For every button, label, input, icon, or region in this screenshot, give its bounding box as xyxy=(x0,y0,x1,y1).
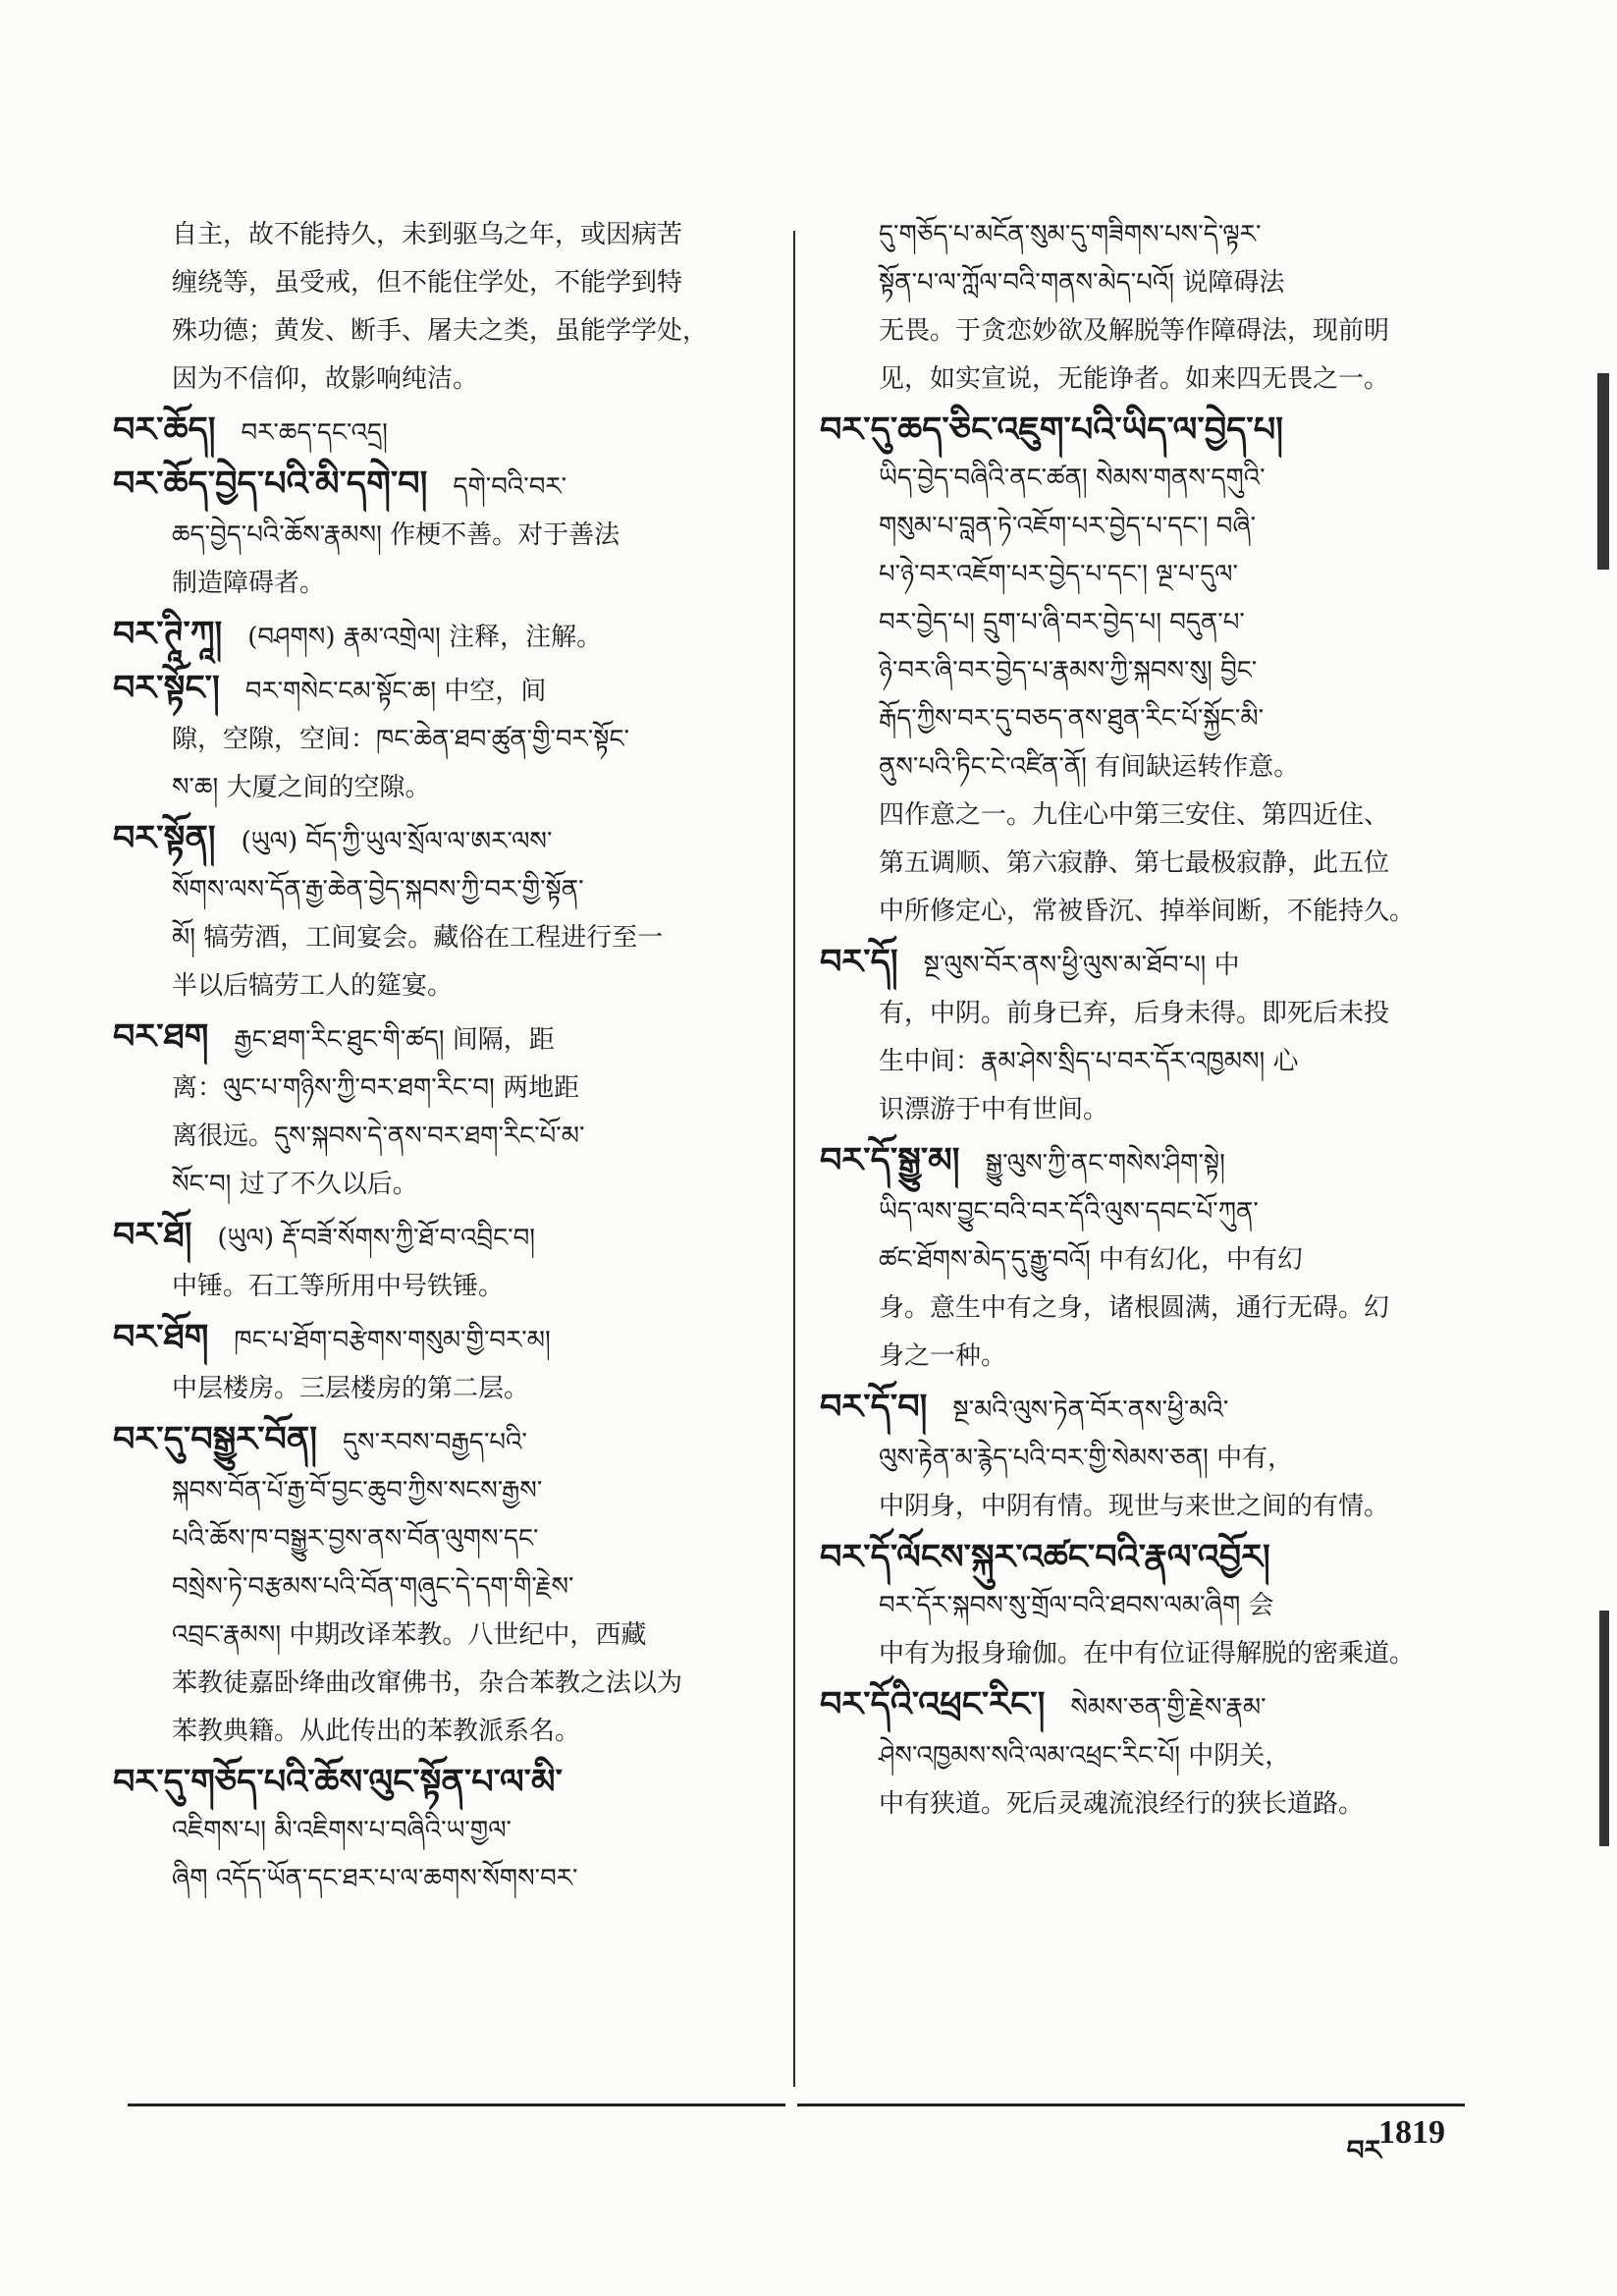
entry-text-line: སོགས་ལས་དོན་རྒྱ་ཆེན་བྱེད་སྐབས་ཀྱི་བར་གྱི་སྟོན་ xyxy=(172,875,584,904)
entry-text-line: བར་དོར་སྐབས་སུ་གྲོལ་བའི་ཐབས་ལམ་ཞིག 会 xyxy=(879,1591,1274,1620)
entry-headword: བར་དོ་སྒྱུ་མ། xyxy=(820,1140,960,1180)
entry-headword: བར་ཆོད། xyxy=(113,410,216,450)
entry-headword-line xyxy=(820,1383,1468,1435)
entry-text-line: 中有为报身瑜伽。在中有位证得解脱的密乘道。 xyxy=(879,1639,1416,1668)
entry-headword-line xyxy=(820,406,1468,455)
entry-headword-line xyxy=(113,406,771,458)
entry-text-line: 缠绕等，虽受戒，但不能住学处，不能学到特 xyxy=(172,268,683,298)
entry-text-line: བསྲེས་ཏེ་བརྩམས་པའི་བོན་གཞུང་དེ་དག་གི་རྗེས་ xyxy=(172,1572,574,1602)
entry-headword: བར་དོའི་འཕྲང་རིང་། xyxy=(820,1684,1046,1724)
entry-gloss: (བཤགས) རྣམ་འགྲེལ། 注释，注解。 xyxy=(247,623,603,652)
entry-text-line: 中层楼房。三层楼房的第二层。 xyxy=(172,1374,530,1403)
entry-text-line: སོང་བ། 过了不久以后。 xyxy=(172,1170,418,1199)
footer-rule-left xyxy=(128,2104,785,2106)
scan-edge-mark xyxy=(1599,1611,1609,1846)
scan-edge-mark xyxy=(1597,373,1609,570)
entry-text-line: རྒོད་ཀྱིས་བར་དུ་བཅད་ནས་ཐུན་རིང་པོ་སྐྱོང་མི་ xyxy=(879,704,1265,734)
entry-text-line: 识漂游于中有世间。 xyxy=(879,1095,1109,1124)
entry-gloss: སྒྱུ་ལུས་ཀྱི་ནང་གསེས་ཤིག་སྟེ། xyxy=(985,1149,1225,1178)
entry-headword: བར་དུ་ཆད་ཅིང་འཇུག་པའི་ཡིད་ལ་བྱེད་པ། xyxy=(820,410,1283,450)
entry-text-line: 因为不信仰，故影响纯洁。 xyxy=(172,364,479,394)
entry-gloss: (ཡུལ) རྡོ་བཟོ་སོགས་ཀྱི་ཐོ་བ་འབྲིང་བ། xyxy=(217,1224,536,1253)
entry-text-line: ནུས་པའི་ཏིང་ངེ་འཛིན་ནོ། 有间缺运转作意。 xyxy=(879,752,1300,782)
entry-text-line: བར་བྱེད་པ། དྲུག་པ་ཞི་བར་བྱེད་པ། བདུན་པ་ xyxy=(879,608,1245,637)
entry-headword: བར་སྟོང་། xyxy=(113,668,220,708)
entry-headword-line xyxy=(820,1533,1468,1582)
entry-text-line: 半以后犒劳工人的筵宴。 xyxy=(172,971,454,1001)
entry-headword: བར་ཐག xyxy=(113,1016,209,1057)
entry-text-line: འབྲང་རྣམས། 中期改译苯教。八世纪中，西藏 xyxy=(172,1620,647,1650)
entry-text-line: 中所修定心，常被昏沉、掉举间断，不能持久。 xyxy=(879,897,1416,926)
entry-headword: བར་སྟོན། xyxy=(113,818,216,858)
entry-gloss: (ཡུལ) བོད་ཀྱི་ཡུལ་སྲོལ་ལ་ཨར་ལས་ xyxy=(241,827,553,856)
column-divider xyxy=(793,231,795,2087)
entry-headword: བར་ཆོད་བྱེད་པའི་མི་དགེ་བ། xyxy=(113,464,428,504)
entry-text-line: 第五调顺、第六寂静、第七最极寂静，此五位 xyxy=(879,848,1390,878)
entry-gloss: བར་གསེང་ངམ་སྟོང་ཆ། 中空，间 xyxy=(244,677,547,706)
page-number: 1819 xyxy=(1378,2114,1445,2151)
entry-gloss: རྒྱང་ཐག་རིང་ཐུང་གི་ཚད། 间隔，距 xyxy=(234,1025,555,1055)
entry-headword: བར་དུ་གཅོད་པའི་ཆོས་ལུང་སྟོན་པ་ལ་མི་ xyxy=(113,1762,563,1802)
entry-headword-line xyxy=(820,1136,1468,1188)
entry-text-line: ལུས་རྟེན་མ་རྙེད་པའི་བར་གྱི་སེམས་ཅན། 中有， xyxy=(879,1444,1294,1473)
entry-text-line: 制造障碍者。 xyxy=(172,569,326,598)
entry-text-line: 无畏。于贪恋妙欲及解脱等作障碍法，现前明 xyxy=(879,316,1390,346)
entry-text-line: 苯教徒嘉卧绛曲改窜佛书，杂合苯教之法以为 xyxy=(172,1668,683,1698)
entry-text-line: 中阴身，中阴有情。现世与来世之间的有情。 xyxy=(879,1492,1390,1521)
entry-gloss: ཁང་པ་ཐོག་བརྩེགས་གསུམ་གྱི་བར་མ། xyxy=(234,1326,551,1355)
entry-text-line: 身之一种。 xyxy=(879,1341,1007,1371)
entry-text-line: 殊功德；黄发、断手、屠夫之类，虽能学学处， xyxy=(172,316,709,346)
entry-text-line: མོ། 犒劳酒，工间宴会。藏俗在工程进行至一 xyxy=(172,923,664,953)
entry-text-line: 中有狭道。死后灵魂流浪经行的狭长道路。 xyxy=(879,1789,1365,1819)
entry-text-line: ཚང་ཐོགས་མེད་དུ་རྒྱུ་བའོ། 中有幻化，中有幻 xyxy=(879,1245,1304,1275)
entry-headword-line xyxy=(113,610,771,662)
entry-text-line: 中锤。石工等所用中号铁锤。 xyxy=(172,1272,505,1301)
entry-text-line: སྟོན་པ་ལ་ཀློལ་བའི་གནས་མེད་པའོ། 说障碍法 xyxy=(879,268,1285,298)
entry-headword-line xyxy=(113,814,771,866)
entry-gloss: སེམས་ཅན་གྱི་རྗེས་རྣམ་ xyxy=(1070,1693,1267,1722)
right-column xyxy=(820,211,1468,1829)
entry-headword: བར་ཐོ། xyxy=(113,1215,192,1255)
entry-text-line: ཤེས་འཁྱམས་སའི་ལམ་འཕྲང་རིང་པོ། 中阴关， xyxy=(879,1741,1291,1771)
entry-headword-line xyxy=(113,460,771,512)
entry-headword-line xyxy=(113,1415,771,1467)
entry-text-line: 自主，故不能持久，未到驱乌之年，或因病苦 xyxy=(172,220,683,249)
entry-text-line: 苯教典籍。从此传出的苯教派系名。 xyxy=(172,1717,581,1746)
entry-headword-line xyxy=(113,1211,771,1263)
entry-text-line: གསུམ་པ་བླན་ཏེ་འཇོག་པར་བྱེད་པ་དང་། བཞི་ xyxy=(879,512,1257,541)
entry-gloss: སྔ་ལུས་བོར་ནས་ཕྱི་ལུས་མ་ཐོབ་པ། 中 xyxy=(923,951,1240,980)
entry-headword-line xyxy=(113,664,771,716)
entry-headword-line xyxy=(820,1680,1468,1732)
entry-text-line: ས་ཆ། 大厦之间的空隙。 xyxy=(172,773,431,802)
entry-text-line: པའི་ཆོས་ཁ་བསྒྱུར་བྱས་ནས་བོན་ལུགས་དང་ xyxy=(172,1524,539,1554)
entry-headword-line xyxy=(113,1758,771,1807)
running-head: བར xyxy=(1346,2134,1381,2166)
entry-headword: བར་ཐོག xyxy=(113,1317,209,1357)
entry-text-line: དུ་གཅོད་པ་མངོན་སུམ་དུ་གཟིགས་པས་དེ་ལྟར་ xyxy=(879,220,1262,249)
entry-text-line: 有，中阴。前身已弃，后身未得。即死后未投 xyxy=(879,999,1390,1028)
entry-headword: བར་ཊཱི་ཀཱ། xyxy=(113,614,223,654)
entry-headword: བར་དོ་ལོངས་སྐུར་འཚང་བའི་རྣལ་འབྱོར། xyxy=(820,1537,1270,1577)
entry-text-line: ཡིད་ལས་བྱུང་བའི་བར་དོའི་ལུས་དབང་པོ་ཀུན་ xyxy=(879,1197,1259,1227)
entry-headword: བར་དོ། xyxy=(820,942,898,982)
left-column xyxy=(113,211,771,1903)
entry-text-line: ཡིད་བྱེད་བཞིའི་ནང་ཚན། སེམས་གནས་དགུའི་ xyxy=(879,464,1266,493)
entry-text-line: སྐབས་བོན་པོ་རྒྱ་བོ་བྱང་ཆུབ་ཀྱིས་སངས་རྒྱས་ xyxy=(172,1476,543,1505)
entry-text-line: འཇིགས་པ། མི་འཇིགས་པ་བཞིའི་ཡ་གྱལ་ xyxy=(172,1816,512,1845)
entry-gloss: དུས་རབས་བརྒྱད་པའི་ xyxy=(342,1428,527,1457)
entry-text-line: 四作意之一。九住心中第三安住、第四近住、 xyxy=(879,800,1390,830)
entry-text-line: 见，如实宣说，无能诤者。如来四无畏之一。 xyxy=(879,364,1390,394)
entry-text-line: 离：ལུང་པ་གཉིས་ཀྱི་བར་ཐག་རིང་བ། 两地距 xyxy=(172,1073,580,1103)
entry-text-line: ཉེ་བར་ཞི་བར་བྱེད་པ་རྣམས་ཀྱི་སྐབས་སུ། བྱིང་ xyxy=(879,656,1258,685)
entry-text-line: པ་ཉེ་བར་འཇོག་པར་བྱེད་པ་དང་། ལྔ་པ་དུལ་ xyxy=(879,560,1238,589)
entry-gloss: བར་ཆད་དང་འདྲ། xyxy=(241,418,388,448)
entry-text-line: ཆད་བྱེད་པའི་ཆོས་རྣམས། 作梗不善。对于善法 xyxy=(172,520,620,550)
entry-headword: བར་དོ་བ། xyxy=(820,1387,928,1427)
entry-text-line: 生中间：རྣམ་ཤེས་སྲིད་པ་བར་དོར་འཁྱམས། 心 xyxy=(879,1047,1299,1076)
footer-rule-right xyxy=(797,2104,1465,2106)
entry-text-line: 离很远。དུས་སྐབས་དེ་ནས་བར་ཐག་རིང་པོ་མ་ xyxy=(172,1121,585,1151)
entry-text-line: 身。意生中有之身，诸根圆满，通行无碍。幻 xyxy=(879,1293,1390,1323)
entry-headword-line xyxy=(113,1012,771,1065)
entry-text-line: 隙，空隙，空间：ཁང་ཆེན་ཐབ་ཚུན་གྱི་བར་སྟོང་ xyxy=(172,725,629,754)
entry-gloss: སྔ་མའི་ལུས་ཏེན་བོར་ནས་ཕྱི་མའི་ xyxy=(952,1395,1229,1425)
entry-headword-line xyxy=(113,1313,771,1365)
entry-text-line: ཞིག འདོད་ཡོན་དང་ཐར་པ་ལ་ཆགས་སོགས་བར་ xyxy=(172,1864,578,1893)
entry-headword-line xyxy=(820,938,1468,990)
entry-headword: བར་དུ་བསྒྱུར་བོན། xyxy=(113,1419,317,1459)
entry-gloss: དགེ་བའི་བར་ xyxy=(453,472,567,502)
